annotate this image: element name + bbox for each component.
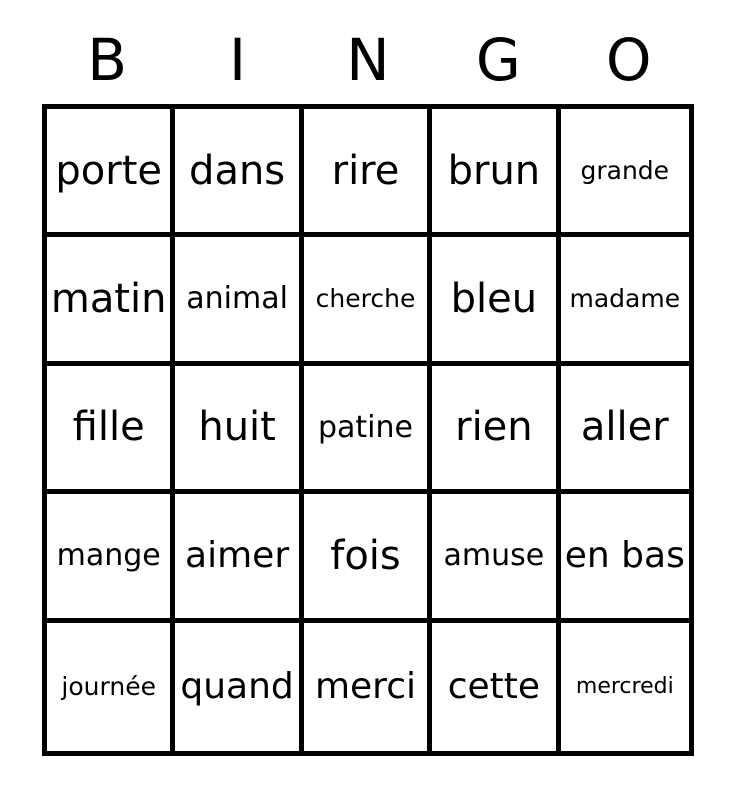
bingo-header-letter-o: O <box>605 26 652 94</box>
bingo-cell[interactable] <box>304 237 432 365</box>
bingo-cell-label: matin <box>50 276 167 323</box>
bingo-cell-label: porte <box>55 147 162 194</box>
bingo-cell-label: huit <box>198 404 276 451</box>
bingo-cell-label: mange <box>56 538 161 574</box>
bingo-cell[interactable] <box>432 623 560 751</box>
bingo-cell-label: journée <box>61 671 156 701</box>
bingo-cell[interactable] <box>561 623 689 751</box>
bingo-cell[interactable] <box>47 366 175 494</box>
bingo-cell[interactable] <box>175 237 303 365</box>
bingo-header-row <box>42 24 694 96</box>
bingo-cell-label: rien <box>455 404 533 451</box>
bingo-header-letter-b: B <box>87 26 128 94</box>
bingo-cell-label: quand <box>180 665 294 707</box>
bingo-cell-label: dans <box>189 147 286 194</box>
bingo-cell[interactable] <box>561 494 689 622</box>
bingo-cell-label: madame <box>569 283 681 313</box>
bingo-cell-label: merci <box>314 665 416 707</box>
bingo-cell-label: cette <box>447 665 541 707</box>
bingo-cell-label: animal <box>186 281 288 317</box>
bingo-cell[interactable] <box>561 366 689 494</box>
bingo-cell[interactable] <box>304 366 432 494</box>
bingo-header-letter-n: N <box>346 26 390 94</box>
bingo-cell[interactable] <box>304 494 432 622</box>
bingo-cell[interactable] <box>304 623 432 751</box>
bingo-cell[interactable] <box>432 237 560 365</box>
bingo-cell[interactable] <box>175 494 303 622</box>
bingo-cell[interactable] <box>175 623 303 751</box>
bingo-cell-label: rire <box>331 147 400 194</box>
bingo-cell-label: aimer <box>185 534 290 576</box>
bingo-cell-label: fille <box>72 404 145 451</box>
bingo-cell[interactable] <box>47 109 175 237</box>
bingo-cell[interactable] <box>561 109 689 237</box>
bingo-cell[interactable] <box>47 237 175 365</box>
bingo-cell[interactable] <box>561 237 689 365</box>
bingo-grid <box>42 104 694 756</box>
bingo-cell-label: bleu <box>450 276 538 323</box>
bingo-cell[interactable] <box>304 109 432 237</box>
bingo-cell[interactable] <box>47 623 175 751</box>
bingo-header-letter-g: G <box>475 26 521 94</box>
bingo-cell[interactable] <box>432 109 560 237</box>
bingo-cell-label: grande <box>580 155 670 185</box>
bingo-cell-label: patine <box>317 409 413 445</box>
bingo-cell[interactable] <box>432 366 560 494</box>
bingo-cell[interactable] <box>432 494 560 622</box>
bingo-cell-label: aller <box>580 404 669 451</box>
bingo-cell-label: en bas <box>564 534 685 576</box>
bingo-cell[interactable] <box>175 109 303 237</box>
bingo-cell-label: cherche <box>315 283 416 313</box>
bingo-cell-label: fois <box>330 532 401 579</box>
bingo-header-letter-i: I <box>229 26 247 94</box>
bingo-cell-label: amuse <box>443 538 545 574</box>
bingo-cell-label: mercredi <box>575 674 674 700</box>
bingo-cell[interactable] <box>175 366 303 494</box>
bingo-cell-label: brun <box>447 147 541 194</box>
bingo-cell[interactable] <box>47 494 175 622</box>
